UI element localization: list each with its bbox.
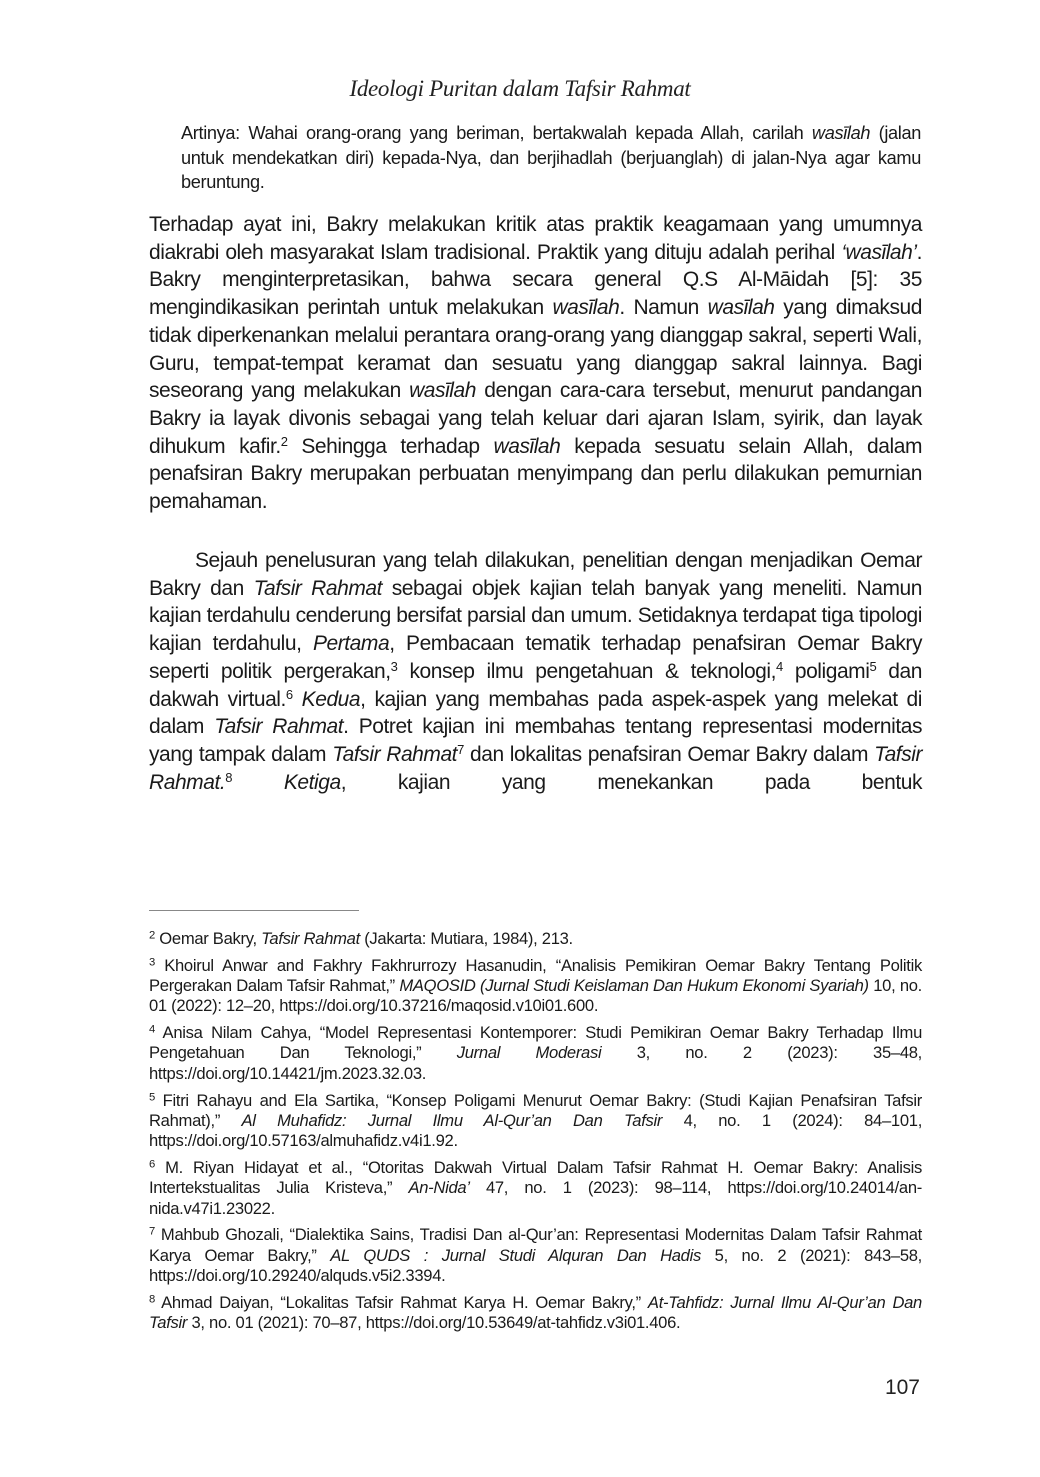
text: (Jakarta: Mutiara, 1984), 213. <box>359 929 573 948</box>
footnote-number: 6 <box>149 1158 155 1171</box>
doi-link[interactable]: 47, no. 1 (2023): 98–114, https://doi.org/10.24014/an-nida.v47i1.23022. <box>149 1178 923 1218</box>
text: M. Riyan Hidayat et al., “Otoritas Dakwah Virtual Dalam Tafsir Rahmat H. Oemar Bakry: Analisis Intertekstualitas Julia Kristeva,” <box>149 1157 922 1198</box>
text: dan dakwah virtual. <box>149 659 922 711</box>
italic-term: Tafsir Rahmat <box>253 576 383 600</box>
footnote-ref[interactable]: 5 <box>869 658 877 674</box>
footnote-number: 8 <box>149 1293 155 1306</box>
italic-title: MAQOSID (Jurnal Studi Keislaman Dan Hukum Ekonomi Syariah) <box>399 976 869 996</box>
italic-term: ‘wasīlah’ <box>841 240 917 264</box>
footnote-number: 7 <box>149 1225 155 1238</box>
footnote-3 <box>149 956 922 1017</box>
footnote-2 <box>149 929 922 949</box>
text: , kajian yang membahas pada aspek-aspek yang melekat di dalam <box>149 687 923 739</box>
footnote-6 <box>149 1158 922 1219</box>
text: yang dimaksud tidak diperkenankan melalui perantara orang-orang yang dianggap sakral, seperti Wali, Guru, tempat-tempat keramat dan sesuatu yang dianggap sakral lainnya. Bagi seseorang yang melakukan <box>149 296 922 403</box>
italic-term: wasīlah <box>409 379 476 403</box>
italic-title: An-Nida’ <box>408 1178 470 1198</box>
text: . Bakry menginterpretasikan, bahwa secara general Q.S Al-Māidah [5]: 35 mengindikasikan perintah untuk melakukan <box>149 240 922 320</box>
text: Sejauh penelusuran yang telah dilakukan, penelitian dengan menjadikan Oemar Bakry dan <box>149 549 922 600</box>
translation-text: Artinya: Wahai orang-orang yang beriman, bertakwalah kepada Allah, carilah <box>181 123 812 143</box>
running-header: Ideologi Puritan dalam Tafsir Rahmat <box>349 76 691 101</box>
footnotes <box>149 929 922 1340</box>
text: dan lokalitas penafsiran Oemar Bakry dalam <box>463 742 875 766</box>
text: . Potret kajian ini membahas tentang representasi modernitas yang tampak dalam <box>149 715 922 766</box>
footnote-7 <box>149 1225 922 1286</box>
footnote-5 <box>149 1091 922 1152</box>
italic-term: Ketiga <box>283 770 341 794</box>
text: Khoirul Anwar and Fakhry Fakhrurrozy Hasanudin, “Analisis Pemikiran Oemar Bakry Tentang Politik Pergerakan Dalam Tafsir Rahmat,” <box>149 955 922 996</box>
text: konsep ilmu pengetahuan & teknologi, <box>397 659 776 683</box>
footnote-ref[interactable]: 7 <box>457 741 464 757</box>
italic-title: At-Tahfidz: Jurnal Ilmu Al-Qur’an Dan Tafsir <box>149 1292 922 1333</box>
text: , Pembacaan tematik terhadap penafsiran Oemar Bakry seperti politik pergerakan, <box>149 632 923 683</box>
italic-title: Tafsir Rahmat <box>261 929 360 948</box>
footnote-ref[interactable]: 6 <box>285 686 293 702</box>
text: Sehingga terhadap <box>287 434 494 458</box>
italic-term: wasīlah <box>552 296 620 320</box>
italic-term: Kedua <box>301 687 361 711</box>
italic-title: Al Muhafidz: Jurnal Ilmu Al-Qur’an Dan Tafsir <box>241 1110 663 1130</box>
footnote-ref[interactable]: 8 <box>225 769 233 785</box>
footnote-ref[interactable]: 3 <box>390 658 398 674</box>
text: poligami <box>782 659 870 683</box>
footnote-number: 5 <box>149 1090 155 1103</box>
footnote-number: 3 <box>149 956 155 969</box>
text: Fitri Rahayu and Ela Sartika, “Konsep Poligami Menurut Oemar Bakry: (Studi Kajian Penafsiran Tafsir Rahmat),” <box>149 1090 922 1130</box>
text: dengan cara-cara tersebut, menurut pandangan Bakry ia layak divonis sebagai yang telah keluar dari ajaran Islam, syirik, dan layak dihukum kafir. <box>149 379 922 458</box>
body-paragraph-2 <box>149 547 922 796</box>
verse-translation <box>181 121 921 195</box>
translation-text: (jalan untuk mendekatkan diri) kepada-Nya, dan berjihadlah (berjuanglah) di jalan-Nya agar kamu beruntung. <box>181 123 921 192</box>
footnote-ref[interactable]: 4 <box>776 658 783 674</box>
footnote-4 <box>149 1023 922 1084</box>
footnote-8 <box>149 1293 922 1334</box>
footnote-ref[interactable]: 2 <box>280 433 288 449</box>
doi-link[interactable]: 10, no. 01 (2022): 12–20, https://doi.org/10.37216/maqosid.v10i01.600. <box>149 976 922 1016</box>
page-number: 107 <box>884 1376 920 1399</box>
body-paragraph-1 <box>149 211 922 516</box>
text: . Namun <box>619 296 708 320</box>
italic-term: wasīlah <box>811 123 871 143</box>
text: Ahmad Daiyan, “Lokalitas Tafsir Rahmat Karya H. Oemar Bakry,” <box>154 1292 648 1312</box>
italic-term: Tafsir Rahmat. <box>149 742 922 794</box>
doi-link[interactable]: 5, no. 2 (2021): 843–58, https://doi.org/10.29240/alquds.v5i2.3394. <box>149 1245 922 1285</box>
footnote-divider <box>149 910 359 911</box>
italic-title: AL QUDS : Jurnal Studi Alquran Dan Hadis <box>330 1245 701 1265</box>
text: , kajian yang menekankan pada bentuk <box>340 770 922 794</box>
italic-term: wasīlah <box>493 434 561 458</box>
text: Anisa Nilam Cahya, “Model Representasi Kontemporer: Studi Pemikiran Oemar Bakry Terhadap Ilmu Pengetahuan Dan Teknologi,” <box>149 1023 922 1063</box>
doi-link[interactable]: 3, no. 01 (2021): 70–87, https://doi.org/10.53649/at-tahfidz.v3i01.406. <box>187 1313 681 1333</box>
text: sebagai objek kajian telah banyak yang meneliti. Namun kajian terdahulu cenderung bersifat parsial dan umum. Setidaknya terdapat tiga tipologi kajian terdahulu, <box>149 576 922 656</box>
doi-link[interactable]: 3, no. 2 (2023): 35–48, https://doi.org/10.14421/jm.2023.32.03. <box>149 1043 922 1083</box>
footnote-number: 4 <box>149 1023 155 1036</box>
doi-link[interactable]: 4, no. 1 (2024): 84–101, https://doi.org/10.57163/almuhafidz.v4i1.92. <box>149 1110 923 1151</box>
italic-term: Pertama <box>312 632 390 656</box>
text: Mahbub Ghozali, “Dialektika Sains, Tradisi Dan al-Qur’an: Representasi Modernitas Dalam Tafsir Rahmat Karya Oemar Bakry,” <box>149 1225 922 1265</box>
italic-title: Jurnal Moderasi <box>456 1043 602 1063</box>
italic-term: Tafsir Rahmat <box>332 742 458 766</box>
footnote-number: 2 <box>149 929 155 942</box>
text: kepada sesuatu selain Allah, dalam penafsiran Bakry merupakan perbuatan menyimpang dan perlu dilakukan pemurnian pemahaman. <box>149 434 922 514</box>
italic-term: wasīlah <box>707 296 775 320</box>
text: Terhadap ayat ini, Bakry melakukan kritik atas praktik keagamaan yang umumnya diakrabi oleh masyarakat Islam tradisional. Praktik yang dituju adalah perihal <box>149 213 922 264</box>
italic-term: Tafsir Rahmat <box>214 715 344 739</box>
text: Oemar Bakry, <box>154 929 262 948</box>
